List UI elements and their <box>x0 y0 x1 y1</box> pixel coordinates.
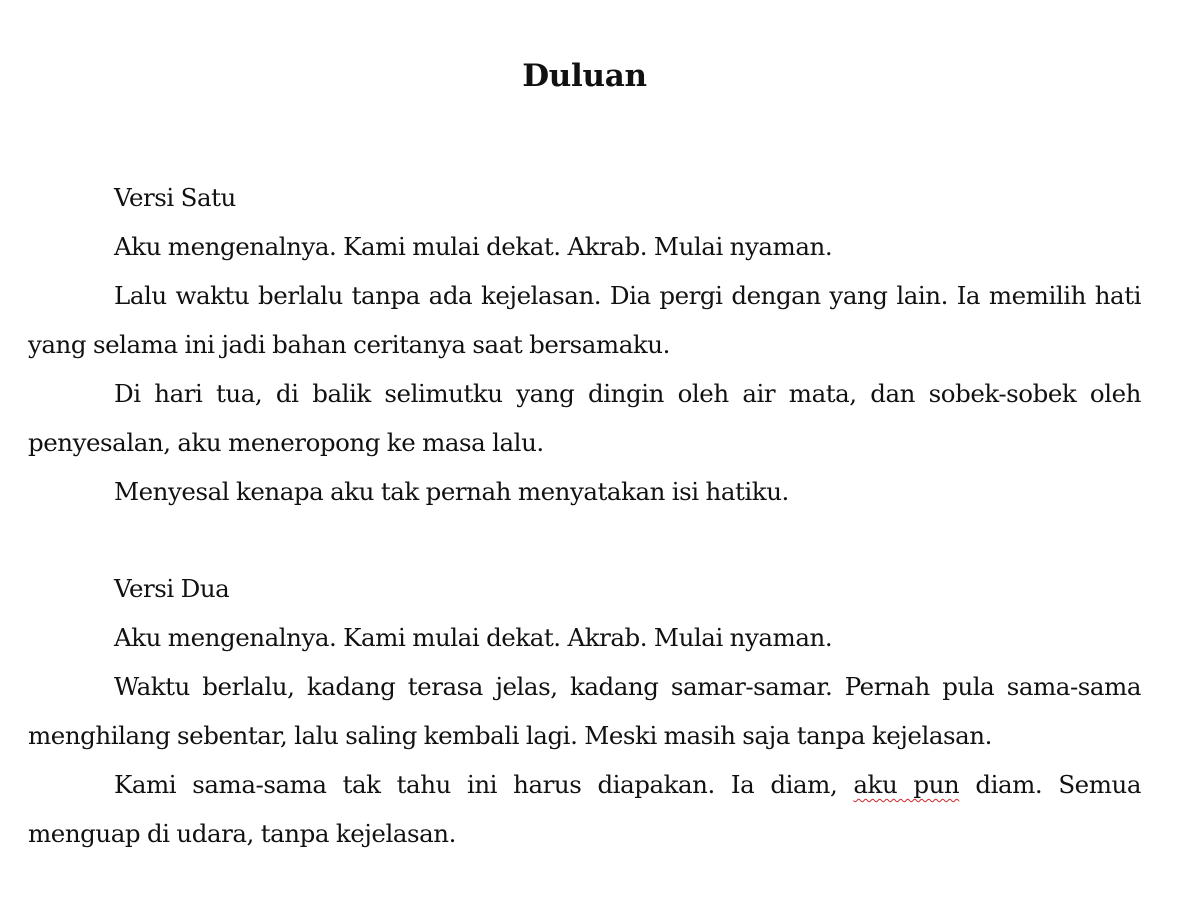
section-heading: Versi Dua <box>114 574 230 603</box>
section-versi-satu <box>28 173 1141 516</box>
paragraph: Menyesal kenapa aku tak pernah menyatakan isi hatiku. <box>114 477 789 506</box>
paragraph: Aku mengenalnya. Kami mulai dekat. Akrab. Mulai nyaman. <box>114 232 833 261</box>
section-heading: Versi Satu <box>114 183 236 212</box>
document-page <box>28 52 1141 858</box>
paragraph: Waktu berlalu, kadang terasa jelas, kadang samar-samar. Pernah pula sama-sama menghilang sebentar, lalu saling kembali lagi. Meski masih saja tanpa kejelasan. <box>28 672 1141 750</box>
spellcheck-flagged-word[interactable]: aku pun <box>853 770 960 799</box>
paragraph: Aku mengenalnya. Kami mulai dekat. Akrab. Mulai nyaman. <box>114 623 833 652</box>
paragraph-with-spellcheck <box>28 760 1141 858</box>
document-title: Duluan <box>522 58 647 94</box>
paragraph: Di hari tua, di balik selimutku yang dingin oleh air mata, dan sobek-sobek oleh penyesalan, aku meneropong ke masa lalu. <box>28 379 1141 457</box>
paragraph-text: diam. Semua menguap di udara, tanpa kejelasan. <box>28 770 1141 848</box>
section-versi-dua <box>28 564 1141 858</box>
paragraph-text: Kami sama-sama tak tahu ini harus diapakan. Ia diam, <box>114 770 854 799</box>
paragraph: Lalu waktu berlalu tanpa ada kejelasan. Dia pergi dengan yang lain. Ia memilih hati yang selama ini jadi bahan ceritanya saat bersamaku. <box>28 281 1141 359</box>
